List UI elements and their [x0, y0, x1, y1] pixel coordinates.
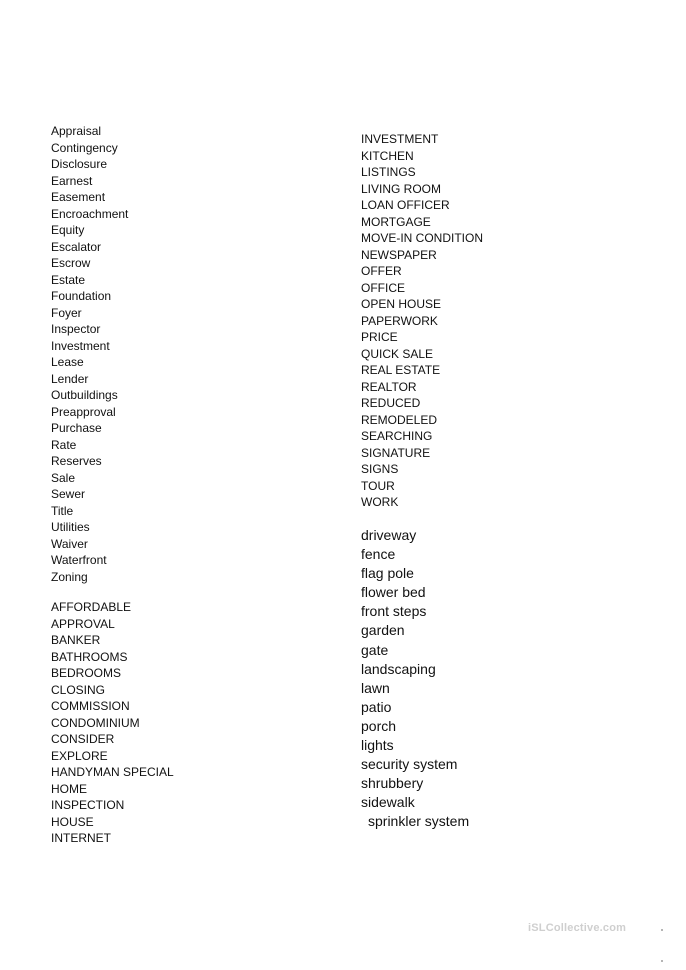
glossary-term: Sale: [51, 470, 76, 485]
vocab-term: REAL ESTATE: [361, 363, 441, 377]
glossary-term: Escrow: [51, 256, 91, 270]
corner-dot: [661, 960, 663, 962]
exterior-term: shrubbery: [361, 775, 424, 792]
vocab-term: QUICK SALE: [361, 346, 434, 361]
glossary-term: Contingency: [51, 140, 118, 155]
glossary-term: Waiver: [51, 536, 88, 551]
glossary-term: Foundation: [51, 289, 112, 303]
vocab-term: CLOSING: [51, 682, 106, 697]
vocab-term: EXPLORE: [51, 748, 108, 763]
vocab-term: BEDROOMS: [51, 666, 122, 680]
vocab-term: HOUSE: [51, 814, 94, 829]
glossary-term: Estate: [51, 272, 86, 287]
vocab-term: KITCHEN: [361, 148, 414, 163]
vocab-term: INVESTMENT: [361, 132, 439, 146]
glossary-term: Waterfront: [51, 553, 107, 567]
exterior-term: flag pole: [361, 565, 414, 582]
vocab-term: OFFICE: [361, 280, 405, 295]
vocab-term: REMODELED: [361, 412, 438, 427]
vocab-term: BATHROOMS: [51, 649, 128, 664]
glossary-term: Equity: [51, 223, 85, 237]
vocab-term: MORTGAGE: [361, 214, 431, 229]
vocab-term: LIVING ROOM: [361, 181, 442, 196]
vocab-term: REDUCED: [361, 396, 421, 410]
glossary-term: Rate: [51, 437, 77, 452]
glossary-term: Appraisal: [51, 124, 102, 138]
glossary-term: Disclosure: [51, 157, 108, 171]
exterior-term: lawn: [361, 679, 390, 696]
glossary-term: Purchase: [51, 421, 102, 435]
exterior-term: landscaping: [361, 660, 436, 677]
glossary-term: Encroachment: [51, 206, 129, 221]
exterior-term: driveway: [361, 527, 417, 543]
glossary-term: Zoning: [51, 569, 88, 584]
vocab-term: BANKER: [51, 633, 101, 647]
vocab-term: TOUR: [361, 478, 395, 493]
exterior-term: patio: [361, 698, 392, 715]
glossary-term: Lender: [51, 371, 89, 386]
exterior-term: sidewalk: [361, 794, 415, 811]
exterior-term: flower bed: [361, 584, 426, 601]
glossary-term: Inspector: [51, 322, 101, 336]
exterior-term: gate: [361, 641, 389, 658]
vocab-term: INSPECTION: [51, 798, 125, 812]
exterior-term: garden: [361, 622, 405, 639]
vocab-term: HANDYMAN SPECIAL: [51, 765, 174, 779]
glossary-term: Easement: [51, 190, 106, 204]
glossary-term: Sewer: [51, 487, 86, 501]
exterior-term: fence: [361, 546, 396, 563]
vocab-term: CONSIDER: [51, 732, 115, 746]
caps-terms-list-part2: [361, 131, 483, 511]
exterior-term: porch: [361, 717, 397, 734]
vocab-term: PRICE: [361, 330, 398, 344]
vocab-term: APPROVAL: [51, 616, 115, 631]
watermark: iSLCollective.com: [528, 922, 627, 934]
vocab-term: OPEN HOUSE: [361, 297, 442, 311]
vocab-term: LISTINGS: [361, 165, 416, 179]
glossary-term: Utilities: [51, 520, 90, 534]
vocab-term: PAPERWORK: [361, 313, 438, 328]
vocab-term: OFFER: [361, 264, 402, 278]
glossary-term: Escalator: [51, 239, 102, 254]
vocab-term: COMMISSION: [51, 699, 130, 713]
vocab-term: SIGNS: [361, 462, 399, 476]
glossary-term: Lease: [51, 355, 84, 369]
exterior-term: security system: [361, 756, 458, 773]
vocab-term: CONDOMINIUM: [51, 715, 140, 730]
vocab-term: HOME: [51, 781, 87, 796]
glossary-terms-list: [51, 123, 128, 585]
glossary-term: Earnest: [51, 173, 93, 188]
exterior-terms-list: [361, 526, 469, 832]
exterior-term: lights: [361, 737, 394, 754]
glossary-term: Reserves: [51, 454, 102, 468]
glossary-term: Title: [51, 503, 74, 518]
glossary-term: Preapproval: [51, 404, 116, 419]
vocab-term: WORK: [361, 495, 399, 509]
vocab-term: AFFORDABLE: [51, 600, 132, 614]
caps-terms-list-part1: [51, 599, 174, 847]
glossary-term: Investment: [51, 338, 110, 353]
corner-dot: [661, 929, 663, 931]
glossary-term: Foyer: [51, 305, 82, 320]
vocab-term: LOAN OFFICER: [361, 198, 450, 212]
vocab-term: SEARCHING: [361, 429, 433, 443]
vocab-term: SIGNATURE: [361, 445, 431, 460]
vocab-term: REALTOR: [361, 379, 417, 394]
vocab-term: MOVE-IN CONDITION: [361, 231, 483, 245]
vocab-term: INTERNET: [51, 831, 111, 845]
exterior-term: sprinkler system: [368, 813, 470, 830]
vocab-term: NEWSPAPER: [361, 247, 437, 262]
exterior-term: front steps: [361, 603, 427, 620]
glossary-term: Outbuildings: [51, 388, 118, 402]
